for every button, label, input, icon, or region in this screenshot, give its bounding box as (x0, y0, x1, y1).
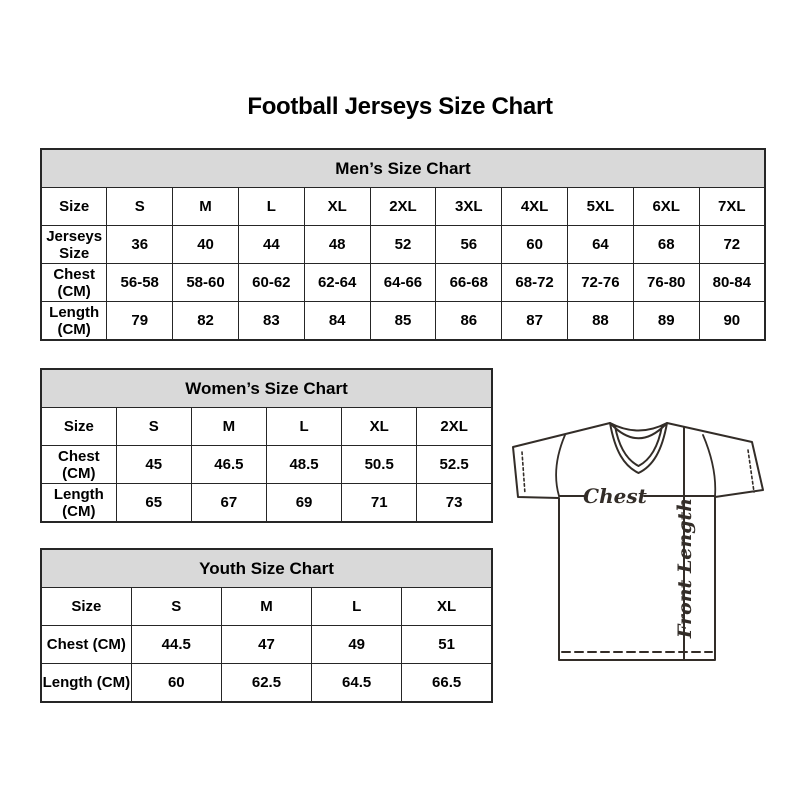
jersey-outline (513, 423, 763, 660)
value-cell: 65 (116, 484, 191, 523)
value-cell: 68 (633, 226, 699, 264)
value-cell: S (116, 408, 191, 446)
jersey-collar (610, 423, 667, 473)
value-cell: XL (342, 408, 417, 446)
value-cell: 79 (107, 302, 173, 341)
value-cell: 44 (238, 226, 304, 264)
value-cell: M (191, 408, 266, 446)
value-cell: 56 (436, 226, 502, 264)
mens-size-table (40, 148, 766, 341)
value-cell: 90 (699, 302, 765, 341)
table-row (41, 446, 492, 484)
table-row (41, 188, 765, 226)
value-cell: 66-68 (436, 264, 502, 302)
table-row (41, 588, 492, 626)
value-cell: 72 (699, 226, 765, 264)
value-cell: 49 (312, 626, 402, 664)
table-row (41, 626, 492, 664)
value-cell: XL (304, 188, 370, 226)
table-row (41, 226, 765, 264)
row-label-cell: Chest (CM) (41, 264, 107, 302)
value-cell: 60 (502, 226, 568, 264)
table-title: Men’s Size Chart (41, 149, 765, 188)
table-row (41, 302, 765, 341)
jersey-measurement-diagram (505, 405, 770, 665)
value-cell: 3XL (436, 188, 502, 226)
value-cell: 69 (266, 484, 341, 523)
value-cell: 7XL (699, 188, 765, 226)
table-title: Youth Size Chart (41, 549, 492, 588)
womens-size-table (40, 368, 493, 523)
value-cell: 87 (502, 302, 568, 341)
value-cell: 58-60 (173, 264, 239, 302)
value-cell: XL (402, 588, 492, 626)
row-label-cell: Length (CM) (41, 302, 107, 341)
value-cell: 82 (173, 302, 239, 341)
value-cell: L (312, 588, 402, 626)
value-cell: S (131, 588, 221, 626)
front-length-label: Front Length (674, 497, 696, 639)
value-cell: M (173, 188, 239, 226)
value-cell: 89 (633, 302, 699, 341)
value-cell: S (107, 188, 173, 226)
value-cell: 40 (173, 226, 239, 264)
table-row (41, 408, 492, 446)
value-cell: 6XL (633, 188, 699, 226)
value-cell: 4XL (502, 188, 568, 226)
value-cell: 60 (131, 664, 221, 703)
value-cell: L (266, 408, 341, 446)
row-label-cell: Chest (CM) (41, 446, 116, 484)
row-label-cell: Jerseys Size (41, 226, 107, 264)
row-label-cell: Size (41, 588, 131, 626)
value-cell: 48 (304, 226, 370, 264)
value-cell: 2XL (370, 188, 436, 226)
value-cell: 62.5 (221, 664, 311, 703)
value-cell: 47 (221, 626, 311, 664)
value-cell: 80-84 (699, 264, 765, 302)
page-title: Football Jerseys Size Chart (247, 93, 553, 120)
value-cell: 64-66 (370, 264, 436, 302)
row-label-cell: Size (41, 188, 107, 226)
value-cell: 73 (417, 484, 492, 523)
value-cell: 46.5 (191, 446, 266, 484)
value-cell: 64 (568, 226, 634, 264)
value-cell: 62-64 (304, 264, 370, 302)
row-label-cell: Length (CM) (41, 484, 116, 523)
value-cell: 45 (116, 446, 191, 484)
value-cell: 67 (191, 484, 266, 523)
value-cell: 48.5 (266, 446, 341, 484)
value-cell: M (221, 588, 311, 626)
value-cell: 76-80 (633, 264, 699, 302)
value-cell: 5XL (568, 188, 634, 226)
value-cell: 51 (402, 626, 492, 664)
value-cell: 71 (342, 484, 417, 523)
value-cell: 44.5 (131, 626, 221, 664)
table-row (41, 664, 492, 703)
table-row (41, 264, 765, 302)
value-cell: L (238, 188, 304, 226)
value-cell: 72-76 (568, 264, 634, 302)
value-cell: 60-62 (238, 264, 304, 302)
row-label-cell: Length (CM) (41, 664, 131, 703)
value-cell: 50.5 (342, 446, 417, 484)
value-cell: 83 (238, 302, 304, 341)
chest-label: Chest (583, 484, 647, 508)
value-cell: 84 (304, 302, 370, 341)
value-cell: 85 (370, 302, 436, 341)
value-cell: 68-72 (502, 264, 568, 302)
youth-size-table (40, 548, 493, 703)
value-cell: 64.5 (312, 664, 402, 703)
table-row (41, 484, 492, 523)
value-cell: 52.5 (417, 446, 492, 484)
value-cell: 88 (568, 302, 634, 341)
row-label-cell: Chest (CM) (41, 626, 131, 664)
value-cell: 66.5 (402, 664, 492, 703)
value-cell: 52 (370, 226, 436, 264)
value-cell: 2XL (417, 408, 492, 446)
row-label-cell: Size (41, 408, 116, 446)
value-cell: 86 (436, 302, 502, 341)
table-title: Women’s Size Chart (41, 369, 492, 408)
value-cell: 36 (107, 226, 173, 264)
value-cell: 56-58 (107, 264, 173, 302)
